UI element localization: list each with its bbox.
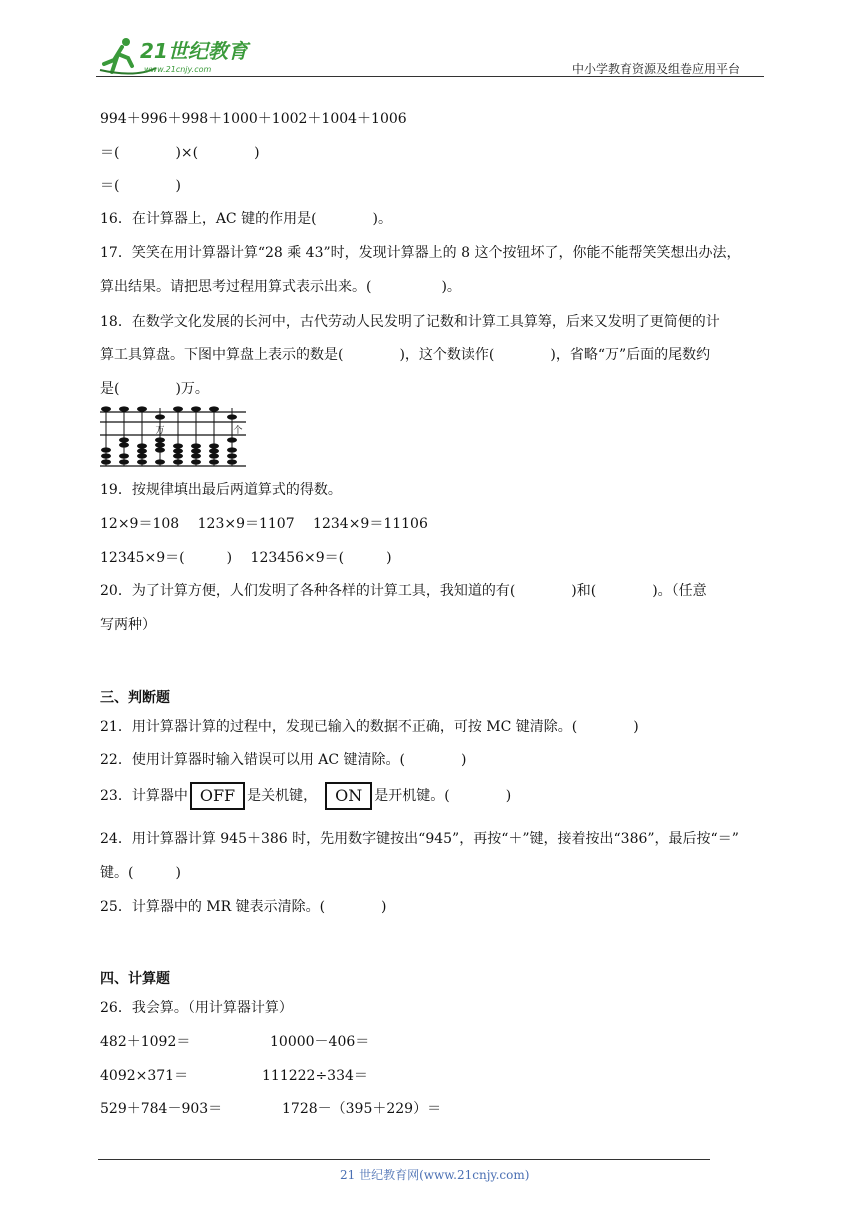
calc-3a: 529＋784－903＝: [100, 1101, 223, 1117]
abacus-label-ge: 个: [233, 426, 243, 436]
logo-text: 21世纪教育: [140, 39, 248, 63]
question-23-prefix: 23．计算器中: [100, 788, 188, 804]
calc-1a: 482＋1092＝: [100, 1034, 191, 1050]
question-18-line1: 18．在数学文化发展的长河中，古代劳动人民发明了记数和计算工具算筹，后来又发明了更简便的计: [100, 314, 720, 330]
calc-1b: 10000－406＝: [270, 1034, 370, 1050]
question-24-line2: 键。( ): [100, 865, 181, 881]
calc-3b: 1728－（395＋229）＝: [282, 1101, 442, 1117]
expr-line-2: ＝( )×( ): [100, 145, 260, 161]
question-25: 25．计算器中的 MR 键表示清除。( ): [100, 899, 387, 915]
question-23: [100, 782, 511, 810]
off-key: OFF: [190, 782, 245, 810]
question-22: 22．使用计算器时输入错误可以用 AC 键清除。( ): [100, 752, 467, 768]
footer-link[interactable]: 21 世纪教育网(www.21cnjy.com): [340, 1168, 530, 1182]
question-23-mid: 是关机键，: [247, 788, 318, 804]
question-19-blanks: 12345×9＝( ) 123456×9＝( ): [100, 550, 392, 566]
question-16: 16．在计算器上，AC 键的作用是( )。: [100, 211, 393, 227]
question-21: 21．用计算器计算的过程中，发现已输入的数据不正确，可按 MC 键清除。( ): [100, 719, 639, 735]
question-26: 26．我会算。（用计算器计算）: [100, 1000, 293, 1016]
question-23-suffix: 是开机键。( ): [374, 788, 512, 804]
question-18-line2: 算工具算盘。下图中算盘上表示的数是( )，这个数读作( )，省略“万”后面的尾数约: [100, 347, 711, 363]
question-19: 19．按规律填出最后两道算式的得数。: [100, 482, 342, 498]
question-19-examples: 12×9＝108 123×9＝1107 1234×9＝11106: [100, 516, 428, 532]
on-key: ON: [325, 782, 372, 810]
question-17-line2: 算出结果。请把思考过程用算式表示出来。( )。: [100, 279, 461, 295]
abacus-image: [100, 404, 248, 468]
site-logo: [96, 34, 256, 78]
calc-2b: 111222÷334＝: [262, 1068, 368, 1084]
question-20-line1: 20．为了计算方便，人们发明了各种各样的计算工具，我知道的有( )和( )。（任意: [100, 583, 707, 599]
abacus-label-wan: 万: [155, 426, 165, 436]
calc-2a: 4092×371＝: [100, 1068, 189, 1084]
logo-url: www.21cnjy.com: [144, 65, 212, 74]
question-24-line1: 24．用计算器计算 945＋386 时，先用数字键按出“945”，再按“＋”键，接着按出“386”，最后按“＝”: [100, 831, 739, 847]
platform-name: 中小学教育资源及组卷应用平台: [572, 62, 741, 76]
expr-line-3: ＝( ): [100, 178, 181, 194]
question-17-line1: 17．笑笑在用计算器计算“28 乘 43”时，发现计算器上的 8 这个按钮坏了，你能不能帮笑笑想出办法，: [100, 245, 741, 261]
section-title-judgment: 三、判断题: [100, 690, 170, 706]
question-18-line3: 是( )万。: [100, 381, 209, 397]
footer-divider: [98, 1159, 710, 1160]
question-20-line2: 写两种）: [100, 617, 156, 633]
header-divider: [96, 76, 764, 77]
section-title-calculation: 四、计算题: [100, 971, 170, 987]
expr-line-1: 994＋996＋998＋1000＋1002＋1004＋1006: [100, 111, 407, 127]
